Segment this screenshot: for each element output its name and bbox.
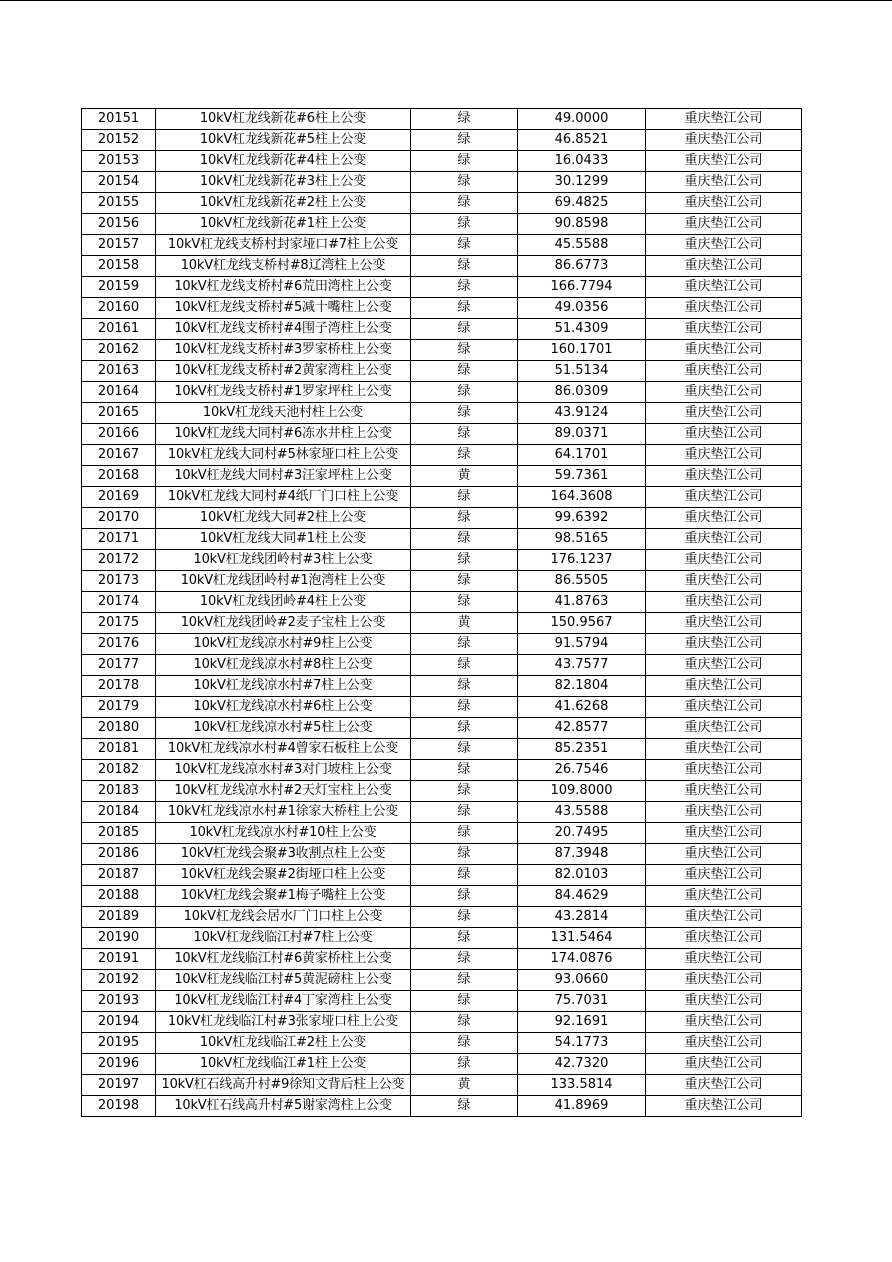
- table-row: [82, 235, 802, 256]
- cell-name: 10kV杠龙线支桥村#1罗家坪柱上公变: [156, 382, 411, 403]
- table-row: [82, 613, 802, 634]
- cell-company: 重庆垫江公司: [646, 1096, 802, 1117]
- table-row: [82, 529, 802, 550]
- cell-value: 174.0876: [518, 949, 646, 970]
- cell-id: 20170: [82, 508, 156, 529]
- cell-id: 20184: [82, 802, 156, 823]
- table-row: [82, 424, 802, 445]
- cell-status: 绿: [411, 487, 518, 508]
- cell-name: 10kV杠龙线临江#1柱上公变: [156, 1054, 411, 1075]
- cell-value: 84.4629: [518, 886, 646, 907]
- cell-status: 绿: [411, 256, 518, 277]
- cell-company: 重庆垫江公司: [646, 319, 802, 340]
- cell-id: 20163: [82, 361, 156, 382]
- cell-id: 20159: [82, 277, 156, 298]
- cell-company: 重庆垫江公司: [646, 634, 802, 655]
- cell-id: 20193: [82, 991, 156, 1012]
- cell-company: 重庆垫江公司: [646, 298, 802, 319]
- table-row: [82, 676, 802, 697]
- cell-id: 20198: [82, 1096, 156, 1117]
- cell-name: 10kV杠龙线支桥村#6荒田湾柱上公变: [156, 277, 411, 298]
- cell-status: 黄: [411, 1075, 518, 1096]
- cell-id: 20155: [82, 193, 156, 214]
- cell-company: 重庆垫江公司: [646, 193, 802, 214]
- cell-value: 45.5588: [518, 235, 646, 256]
- table-row: [82, 865, 802, 886]
- table-row: [82, 1075, 802, 1096]
- cell-id: 20192: [82, 970, 156, 991]
- cell-status: 绿: [411, 340, 518, 361]
- cell-company: 重庆垫江公司: [646, 802, 802, 823]
- cell-name: 10kV杠龙线临江村#5黄泥磅柱上公变: [156, 970, 411, 991]
- cell-id: 20176: [82, 634, 156, 655]
- cell-id: 20171: [82, 529, 156, 550]
- cell-value: 82.0103: [518, 865, 646, 886]
- cell-status: 绿: [411, 151, 518, 172]
- table-row: [82, 718, 802, 739]
- cell-status: 绿: [411, 571, 518, 592]
- cell-name: 10kV杠龙线大同#2柱上公变: [156, 508, 411, 529]
- cell-value: 133.5814: [518, 1075, 646, 1096]
- cell-status: 黄: [411, 466, 518, 487]
- cell-status: 绿: [411, 529, 518, 550]
- cell-status: 绿: [411, 949, 518, 970]
- cell-company: 重庆垫江公司: [646, 256, 802, 277]
- transformer-table: [81, 108, 802, 1117]
- table-row: [82, 1054, 802, 1075]
- cell-status: 绿: [411, 382, 518, 403]
- table-row: [82, 487, 802, 508]
- table-row: [82, 571, 802, 592]
- cell-company: 重庆垫江公司: [646, 928, 802, 949]
- cell-company: 重庆垫江公司: [646, 865, 802, 886]
- cell-value: 49.0000: [518, 109, 646, 130]
- cell-value: 41.6268: [518, 697, 646, 718]
- cell-value: 46.8521: [518, 130, 646, 151]
- cell-value: 90.8598: [518, 214, 646, 235]
- cell-name: 10kV杠龙线凉水村#5柱上公变: [156, 718, 411, 739]
- cell-status: 绿: [411, 802, 518, 823]
- cell-id: 20161: [82, 319, 156, 340]
- table-row: [82, 214, 802, 235]
- table-row: [82, 256, 802, 277]
- cell-value: 42.8577: [518, 718, 646, 739]
- cell-id: 20158: [82, 256, 156, 277]
- cell-company: 重庆垫江公司: [646, 739, 802, 760]
- cell-status: 绿: [411, 928, 518, 949]
- cell-status: 绿: [411, 970, 518, 991]
- cell-value: 164.3608: [518, 487, 646, 508]
- cell-name: 10kV杠龙线会居水厂门口柱上公变: [156, 907, 411, 928]
- cell-name: 10kV杠龙线会聚#3收割点柱上公变: [156, 844, 411, 865]
- cell-status: 绿: [411, 235, 518, 256]
- cell-name: 10kV杠龙线大同村#6冻水井柱上公变: [156, 424, 411, 445]
- cell-name: 10kV杠龙线支桥村封家垭口#7柱上公变: [156, 235, 411, 256]
- cell-id: 20154: [82, 172, 156, 193]
- cell-name: 10kV杠龙线团岭村#1泡湾柱上公变: [156, 571, 411, 592]
- cell-value: 49.0356: [518, 298, 646, 319]
- cell-status: 绿: [411, 1096, 518, 1117]
- cell-name: 10kV杠龙线支桥村#8辽湾柱上公变: [156, 256, 411, 277]
- cell-company: 重庆垫江公司: [646, 676, 802, 697]
- cell-company: 重庆垫江公司: [646, 361, 802, 382]
- table-row: [82, 991, 802, 1012]
- cell-status: 绿: [411, 130, 518, 151]
- cell-value: 166.7794: [518, 277, 646, 298]
- cell-status: 绿: [411, 214, 518, 235]
- cell-name: 10kV杠龙线会聚#1梅子嘴柱上公变: [156, 886, 411, 907]
- cell-id: 20187: [82, 865, 156, 886]
- table-row: [82, 1012, 802, 1033]
- table-row: [82, 508, 802, 529]
- cell-id: 20157: [82, 235, 156, 256]
- table-row: [82, 445, 802, 466]
- cell-status: 绿: [411, 823, 518, 844]
- cell-id: 20183: [82, 781, 156, 802]
- cell-id: 20177: [82, 655, 156, 676]
- cell-name: 10kV杠龙线凉水村#3对门坡柱上公变: [156, 760, 411, 781]
- cell-id: 20182: [82, 760, 156, 781]
- cell-id: 20153: [82, 151, 156, 172]
- cell-status: 绿: [411, 760, 518, 781]
- table-row: [82, 592, 802, 613]
- table-row: [82, 550, 802, 571]
- cell-value: 42.7320: [518, 1054, 646, 1075]
- cell-name: 10kV杠龙线新花#1柱上公变: [156, 214, 411, 235]
- cell-status: 绿: [411, 508, 518, 529]
- cell-company: 重庆垫江公司: [646, 571, 802, 592]
- cell-value: 43.2814: [518, 907, 646, 928]
- cell-status: 绿: [411, 361, 518, 382]
- cell-company: 重庆垫江公司: [646, 340, 802, 361]
- table-row: [82, 340, 802, 361]
- cell-name: 10kV杠龙线新花#5柱上公变: [156, 130, 411, 151]
- cell-name: 10kV杠龙线凉水村#6柱上公变: [156, 697, 411, 718]
- cell-company: 重庆垫江公司: [646, 109, 802, 130]
- cell-value: 85.2351: [518, 739, 646, 760]
- cell-id: 20162: [82, 340, 156, 361]
- cell-value: 160.1701: [518, 340, 646, 361]
- cell-id: 20174: [82, 592, 156, 613]
- cell-value: 20.7495: [518, 823, 646, 844]
- cell-value: 69.4825: [518, 193, 646, 214]
- cell-company: 重庆垫江公司: [646, 172, 802, 193]
- cell-name: 10kV杠龙线临江村#6黄家桥柱上公变: [156, 949, 411, 970]
- cell-company: 重庆垫江公司: [646, 1033, 802, 1054]
- table-row: [82, 361, 802, 382]
- cell-name: 10kV杠龙线天池村柱上公变: [156, 403, 411, 424]
- table-row: [82, 781, 802, 802]
- cell-status: 绿: [411, 424, 518, 445]
- cell-id: 20151: [82, 109, 156, 130]
- cell-value: 43.7577: [518, 655, 646, 676]
- cell-status: 绿: [411, 193, 518, 214]
- cell-id: 20195: [82, 1033, 156, 1054]
- cell-company: 重庆垫江公司: [646, 844, 802, 865]
- table-row: [82, 382, 802, 403]
- cell-value: 75.7031: [518, 991, 646, 1012]
- cell-id: 20175: [82, 613, 156, 634]
- table-row: [82, 193, 802, 214]
- cell-value: 41.8969: [518, 1096, 646, 1117]
- cell-value: 87.3948: [518, 844, 646, 865]
- cell-id: 20197: [82, 1075, 156, 1096]
- cell-company: 重庆垫江公司: [646, 445, 802, 466]
- cell-value: 41.8763: [518, 592, 646, 613]
- table-row: [82, 130, 802, 151]
- cell-company: 重庆垫江公司: [646, 508, 802, 529]
- cell-id: 20194: [82, 1012, 156, 1033]
- cell-value: 98.5165: [518, 529, 646, 550]
- cell-name: 10kV杠龙线临江#2柱上公变: [156, 1033, 411, 1054]
- cell-value: 92.1691: [518, 1012, 646, 1033]
- table-row: [82, 844, 802, 865]
- cell-id: 20180: [82, 718, 156, 739]
- cell-name: 10kV杠龙线支桥村#2黄家湾柱上公变: [156, 361, 411, 382]
- cell-name: 10kV杠龙线大同村#5林家垭口柱上公变: [156, 445, 411, 466]
- table-row: [82, 151, 802, 172]
- cell-name: 10kV杠龙线支桥村#5减十嘴柱上公变: [156, 298, 411, 319]
- cell-value: 26.7546: [518, 760, 646, 781]
- cell-status: 绿: [411, 172, 518, 193]
- cell-status: 绿: [411, 1033, 518, 1054]
- cell-company: 重庆垫江公司: [646, 949, 802, 970]
- table-row: [82, 970, 802, 991]
- cell-id: 20190: [82, 928, 156, 949]
- table-row: [82, 277, 802, 298]
- table-row: [82, 655, 802, 676]
- cell-id: 20166: [82, 424, 156, 445]
- cell-status: 绿: [411, 655, 518, 676]
- cell-id: 20179: [82, 697, 156, 718]
- table-row: [82, 403, 802, 424]
- cell-value: 51.5134: [518, 361, 646, 382]
- cell-name: 10kV杠龙线临江村#3张家垭口柱上公变: [156, 1012, 411, 1033]
- cell-name: 10kV杠龙线临江村#7柱上公变: [156, 928, 411, 949]
- cell-value: 43.5588: [518, 802, 646, 823]
- cell-name: 10kV杠龙线会聚#2街垭口柱上公变: [156, 865, 411, 886]
- cell-status: 绿: [411, 634, 518, 655]
- cell-name: 10kV杠龙线凉水村#4曾家石板柱上公变: [156, 739, 411, 760]
- cell-value: 93.0660: [518, 970, 646, 991]
- cell-status: 绿: [411, 697, 518, 718]
- cell-name: 10kV杠龙线新花#4柱上公变: [156, 151, 411, 172]
- cell-name: 10kV杠龙线凉水村#9柱上公变: [156, 634, 411, 655]
- cell-status: 绿: [411, 907, 518, 928]
- cell-name: 10kV杠石线高升村#9徐知文背后柱上公变: [156, 1075, 411, 1096]
- cell-id: 20169: [82, 487, 156, 508]
- cell-id: 20168: [82, 466, 156, 487]
- cell-name: 10kV杠龙线团岭村#3柱上公变: [156, 550, 411, 571]
- cell-id: 20189: [82, 907, 156, 928]
- cell-name: 10kV杠龙线支桥村#3罗家桥柱上公变: [156, 340, 411, 361]
- table-row: [82, 109, 802, 130]
- cell-name: 10kV杠龙线临江村#4丁家湾柱上公变: [156, 991, 411, 1012]
- cell-name: 10kV杠龙线新花#6柱上公变: [156, 109, 411, 130]
- cell-company: 重庆垫江公司: [646, 550, 802, 571]
- cell-value: 54.1773: [518, 1033, 646, 1054]
- cell-id: 20185: [82, 823, 156, 844]
- cell-name: 10kV杠龙线新花#2柱上公变: [156, 193, 411, 214]
- table-row: [82, 466, 802, 487]
- cell-company: 重庆垫江公司: [646, 235, 802, 256]
- cell-value: 43.9124: [518, 403, 646, 424]
- cell-name: 10kV杠石线高升村#5谢家湾柱上公变: [156, 1096, 411, 1117]
- cell-value: 82.1804: [518, 676, 646, 697]
- cell-status: 绿: [411, 718, 518, 739]
- cell-status: 绿: [411, 865, 518, 886]
- cell-status: 绿: [411, 739, 518, 760]
- cell-id: 20178: [82, 676, 156, 697]
- cell-value: 59.7361: [518, 466, 646, 487]
- cell-name: 10kV杠龙线凉水村#8柱上公变: [156, 655, 411, 676]
- cell-company: 重庆垫江公司: [646, 214, 802, 235]
- cell-id: 20152: [82, 130, 156, 151]
- cell-id: 20165: [82, 403, 156, 424]
- cell-name: 10kV杠龙线大同村#3汪家坪柱上公变: [156, 466, 411, 487]
- cell-status: 绿: [411, 676, 518, 697]
- cell-company: 重庆垫江公司: [646, 970, 802, 991]
- cell-name: 10kV杠龙线团岭#2麦子宝柱上公变: [156, 613, 411, 634]
- cell-company: 重庆垫江公司: [646, 760, 802, 781]
- table-row: [82, 907, 802, 928]
- table-row: [82, 319, 802, 340]
- table-row: [82, 697, 802, 718]
- page-top-border: [0, 0, 892, 1]
- cell-status: 绿: [411, 1054, 518, 1075]
- cell-company: 重庆垫江公司: [646, 382, 802, 403]
- cell-status: 绿: [411, 445, 518, 466]
- table-body: [82, 109, 802, 1117]
- table-row: [82, 949, 802, 970]
- cell-status: 绿: [411, 886, 518, 907]
- cell-company: 重庆垫江公司: [646, 151, 802, 172]
- cell-value: 64.1701: [518, 445, 646, 466]
- cell-value: 30.1299: [518, 172, 646, 193]
- cell-company: 重庆垫江公司: [646, 1054, 802, 1075]
- cell-status: 绿: [411, 550, 518, 571]
- cell-name: 10kV杠龙线凉水村#1徐家大桥柱上公变: [156, 802, 411, 823]
- cell-value: 131.5464: [518, 928, 646, 949]
- cell-company: 重庆垫江公司: [646, 403, 802, 424]
- table-row: [82, 802, 802, 823]
- cell-company: 重庆垫江公司: [646, 718, 802, 739]
- cell-id: 20160: [82, 298, 156, 319]
- cell-status: 绿: [411, 109, 518, 130]
- cell-name: 10kV杠龙线凉水村#7柱上公变: [156, 676, 411, 697]
- cell-company: 重庆垫江公司: [646, 991, 802, 1012]
- cell-company: 重庆垫江公司: [646, 655, 802, 676]
- cell-name: 10kV杠龙线团岭#4柱上公变: [156, 592, 411, 613]
- cell-status: 黄: [411, 613, 518, 634]
- table-row: [82, 1096, 802, 1117]
- cell-value: 176.1237: [518, 550, 646, 571]
- cell-id: 20164: [82, 382, 156, 403]
- cell-id: 20173: [82, 571, 156, 592]
- cell-id: 20196: [82, 1054, 156, 1075]
- cell-value: 51.4309: [518, 319, 646, 340]
- cell-value: 86.6773: [518, 256, 646, 277]
- cell-name: 10kV杠龙线大同村#4纸厂门口柱上公变: [156, 487, 411, 508]
- cell-status: 绿: [411, 1012, 518, 1033]
- cell-status: 绿: [411, 319, 518, 340]
- cell-company: 重庆垫江公司: [646, 697, 802, 718]
- table-row: [82, 1033, 802, 1054]
- cell-id: 20186: [82, 844, 156, 865]
- cell-name: 10kV杠龙线新花#3柱上公变: [156, 172, 411, 193]
- cell-id: 20167: [82, 445, 156, 466]
- cell-company: 重庆垫江公司: [646, 1012, 802, 1033]
- cell-name: 10kV杠龙线支桥村#4围子湾柱上公变: [156, 319, 411, 340]
- cell-value: 86.0309: [518, 382, 646, 403]
- cell-company: 重庆垫江公司: [646, 907, 802, 928]
- table-row: [82, 739, 802, 760]
- table-row: [82, 886, 802, 907]
- cell-company: 重庆垫江公司: [646, 424, 802, 445]
- cell-company: 重庆垫江公司: [646, 781, 802, 802]
- cell-company: 重庆垫江公司: [646, 823, 802, 844]
- cell-company: 重庆垫江公司: [646, 1075, 802, 1096]
- table-row: [82, 823, 802, 844]
- cell-company: 重庆垫江公司: [646, 886, 802, 907]
- cell-id: 20156: [82, 214, 156, 235]
- cell-value: 109.8000: [518, 781, 646, 802]
- cell-name: 10kV杠龙线凉水村#10柱上公变: [156, 823, 411, 844]
- cell-company: 重庆垫江公司: [646, 130, 802, 151]
- cell-name: 10kV杠龙线大同#1柱上公变: [156, 529, 411, 550]
- table-row: [82, 298, 802, 319]
- cell-id: 20181: [82, 739, 156, 760]
- table-row: [82, 172, 802, 193]
- cell-status: 绿: [411, 844, 518, 865]
- table-row: [82, 928, 802, 949]
- cell-id: 20172: [82, 550, 156, 571]
- cell-status: 绿: [411, 298, 518, 319]
- cell-status: 绿: [411, 781, 518, 802]
- table-row: [82, 634, 802, 655]
- cell-value: 86.5505: [518, 571, 646, 592]
- cell-id: 20188: [82, 886, 156, 907]
- cell-value: 150.9567: [518, 613, 646, 634]
- cell-company: 重庆垫江公司: [646, 277, 802, 298]
- cell-value: 16.0433: [518, 151, 646, 172]
- cell-company: 重庆垫江公司: [646, 529, 802, 550]
- cell-status: 绿: [411, 592, 518, 613]
- cell-status: 绿: [411, 403, 518, 424]
- cell-name: 10kV杠龙线凉水村#2天灯宝柱上公变: [156, 781, 411, 802]
- cell-value: 89.0371: [518, 424, 646, 445]
- cell-status: 绿: [411, 277, 518, 298]
- cell-status: 绿: [411, 991, 518, 1012]
- cell-value: 99.6392: [518, 508, 646, 529]
- cell-company: 重庆垫江公司: [646, 487, 802, 508]
- cell-company: 重庆垫江公司: [646, 466, 802, 487]
- cell-id: 20191: [82, 949, 156, 970]
- cell-company: 重庆垫江公司: [646, 592, 802, 613]
- cell-value: 91.5794: [518, 634, 646, 655]
- table-row: [82, 760, 802, 781]
- cell-company: 重庆垫江公司: [646, 613, 802, 634]
